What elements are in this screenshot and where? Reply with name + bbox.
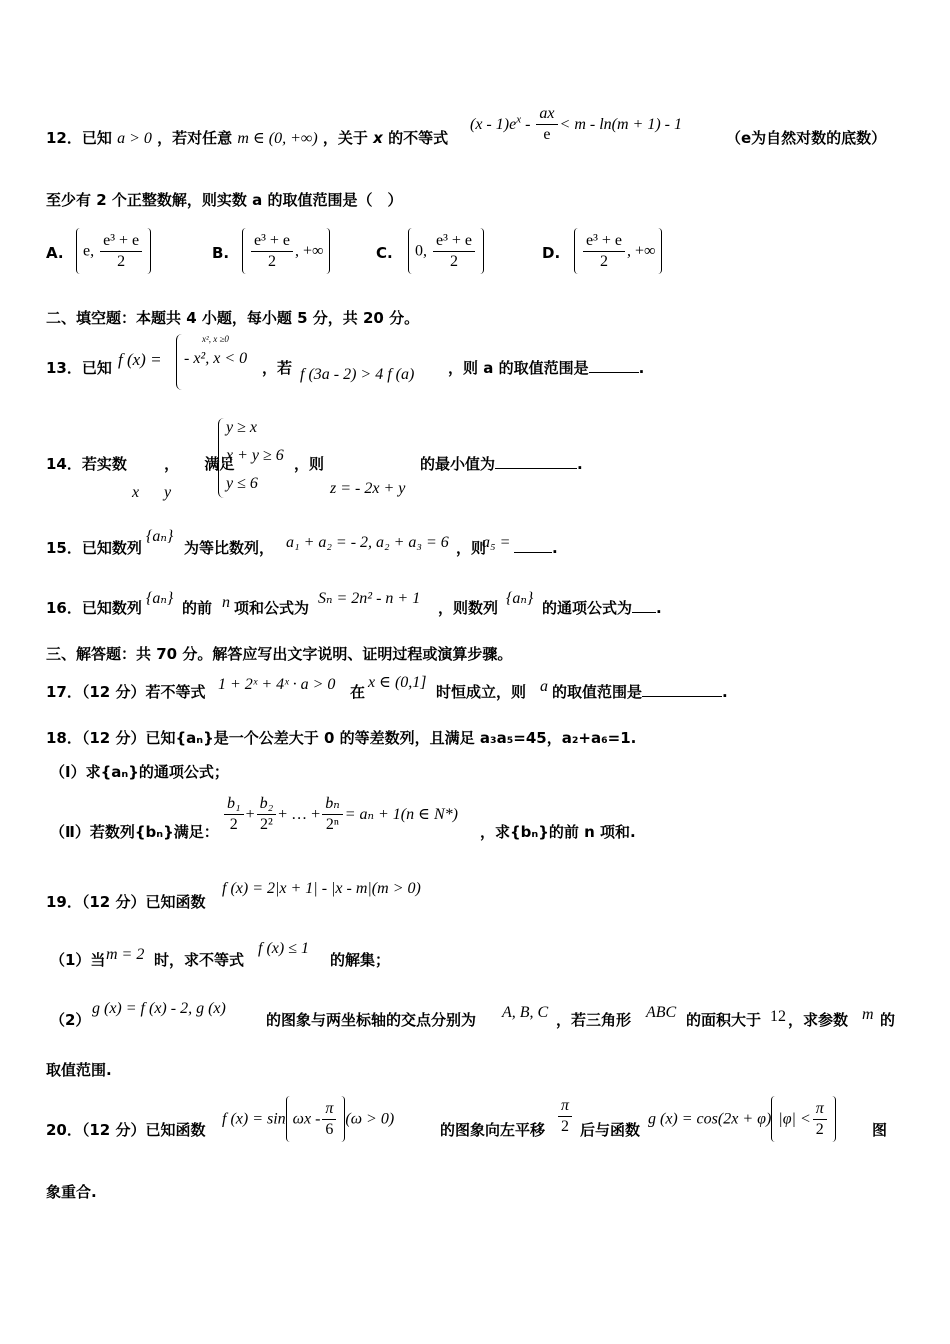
q19-p2-twelve: 12 [770,1008,786,1025]
option-c-interval [408,228,484,274]
q19-p2-text: ，求参数 [788,1011,849,1029]
q16-sequence-2: {aₙ} [506,590,534,607]
q19-p1-text: 时，求不等式 [154,951,245,969]
option-label: D. [542,244,561,262]
q20-f: f (x) = sin [222,1110,286,1128]
option-left: 0, [415,242,431,260]
option-a-interval [76,228,151,274]
q15-condition: a₁ + a₂ = - 2, a₂ + a₃ = 6 [286,534,449,551]
q19-p2-lead: （2） [50,1011,91,1029]
q15-number: 15．已知数列 [46,539,142,557]
q16-var-n: n [222,594,230,611]
q20-text: 的图象向左平移 [440,1121,546,1139]
q17-end: . [722,683,728,701]
option-den: 2 [117,252,126,270]
q20-g [648,1096,836,1142]
q18-frac-num: bₙ [322,794,342,815]
q16-number: 16．已知数列 [46,599,142,617]
option-right: , +∞ [295,242,324,260]
section-2-heading: 二、填空题：本题共 4 小题，每小题 5 分，共 20 分。 [46,309,420,327]
q13-text: ，若 [262,359,293,377]
q12-note: （e为自然对数的底数） [726,129,887,147]
q20-line2: 象重合. [46,1183,97,1201]
q12-number: 12．已知 [46,129,112,147]
q19-number: 19．（12 分）已知函数 [46,893,206,911]
q16-formula: Sₙ = 2n² - n + 1 [318,590,421,607]
q18-equation: $\frac{\text{b₁}}{2}$ + $\frac{\text{b₂}}{\text{2²}}$ + … + $\frac{\text{bₙ}}{\text{2ⁿ}}$ = aₙ + 1(n ∈ N*) [222,794,458,835]
q19-p1-m: m = 2 [106,946,145,963]
q20-text: 后与函数 [580,1121,641,1139]
q13-piece-top: x², x ≥0 [202,334,229,344]
q14-var-x: x [132,484,140,501]
option-num: e³ + e [251,231,293,252]
q17-domain: x ∈ (0,1] [368,674,427,691]
q20-two: 2 [561,1118,569,1135]
option-c[interactable] [376,244,393,262]
q20-shift [556,1096,574,1137]
q16-answer-blank[interactable] [632,612,656,613]
q18-frac-den: 2² [259,816,273,833]
q14-text: ， [164,455,180,473]
q13-piece-main: - x², x < 0 [184,350,248,367]
q19-p1-ineq: f (x) ≤ 1 [258,940,309,957]
q15-end: . [552,539,558,557]
q19-p2-g: g (x) = f (x) - 2, g (x) [92,1000,226,1017]
q12-line1 [46,128,448,149]
q19-p2-m: m [862,1006,874,1023]
q14-var-y: y [164,484,172,501]
q18-line1: 18．（12 分）已知{aₙ}是一个公差大于 0 的等差数列，且满足 a₃a₅=45，a₂+a₆=1. [46,729,637,747]
q20-text: 图 [872,1121,888,1139]
q17-tail [552,682,728,702]
q18-frac-num: b₁ [224,794,244,815]
q14-objective: z = - 2x + y [330,480,406,497]
option-d-interval [574,228,662,274]
q19-p2-line2: 取值范围. [46,1061,112,1079]
q17-text: 的取值范围是 [552,683,643,701]
q18-frac-num: b₂ [257,794,277,815]
q20-number: 20．（12 分）已知函数 [46,1121,206,1139]
q20-six: 6 [325,1120,334,1138]
q12-frac-num: ax [536,104,557,125]
option-den: 2 [450,252,459,270]
q14-brace [218,418,225,498]
q14-sys-row: x + y ≥ 6 [226,447,284,464]
q19-p2-text: 的 [880,1011,896,1029]
q14-sys-row: y ≤ 6 [226,475,258,492]
q12-fraction [536,104,557,145]
q13-condition: f (3a - 2) > 4 f (a) [300,366,415,383]
q16-text: 的前 [182,599,213,617]
q19-p1-lead: （1）当 [50,951,106,969]
option-den: 2 [600,252,609,270]
q19-function: f (x) = 2|x + 1| - |x - m|(m > 0) [222,880,421,897]
q13-tail [448,358,644,378]
q14-text: ，则 [294,455,325,473]
q12-options [46,228,906,278]
q12-ineq-part: - [521,116,535,133]
q18-part1: （I）求{aₙ}的通项公式； [50,763,229,781]
q20-pi: π [322,1099,336,1120]
q19-p2-triangle: ABC [646,1004,677,1021]
option-den: 2 [268,252,277,270]
q15-answer-blank[interactable] [514,552,552,553]
q18-tail: = aₙ + 1(n ∈ N*) [344,806,458,823]
q14-tail [420,454,583,474]
q17-text: 时恒成立，则 [436,683,527,701]
q15-ask: a₅ = [482,534,511,551]
q18-part2-lead: （Ⅱ）若数列{bₙ}满足： [50,823,219,841]
q18-frac-den: 2ⁿ [325,816,339,833]
q20-function [222,1096,394,1142]
q14-end: . [577,455,583,473]
option-label: C. [376,244,393,262]
q15-text: ，则 [456,539,487,557]
q16-text: 项和公式为 [234,599,310,617]
q12-condition-m: m ∈ (0, +∞) [237,130,318,147]
option-num: e³ + e [100,231,142,252]
q12-text: ，关于 [322,129,368,147]
q16-text: 的通项公式为 [542,599,633,617]
q18-frac-den: 2 [229,816,238,833]
q20-pi: π [558,1096,572,1117]
q14-text: 的最小值为 [420,455,496,473]
q15-text: 为等比数列， [184,539,275,557]
q17-answer-blank[interactable] [642,696,722,697]
q15-tail [514,538,558,558]
q12-frac-den: e [543,126,551,143]
option-label: A. [46,244,64,262]
option-b[interactable] [212,244,229,262]
q19-p2-text: 的图象与两坐标轴的交点分别为 [266,1011,477,1029]
q20-cond: (ω > 0) [345,1110,395,1128]
option-a[interactable] [46,244,64,262]
q12-text: 的不等式 [388,129,449,147]
q17-text: 在 [350,683,366,701]
q12-line2: 至少有 2 个正整数解，则实数 a 的取值范围是（ ） [46,191,403,209]
q18-dots: + … + [278,806,321,823]
option-right: , +∞ [627,242,656,260]
q17-var-a: a [540,678,548,695]
q17-number: 17．（12 分）若不等式 [46,683,206,701]
q16-sequence: {aₙ} [146,590,174,607]
q20-two: 2 [815,1120,824,1138]
q19-p2-points: A, B, C [502,1004,549,1021]
q14-number: 14．若实数 [46,455,127,473]
q12-ineq-part: < m - ln(m + 1) - 1 [559,116,682,133]
option-b-interval [242,228,330,274]
q20-g-expr: g (x) = cos(2x + φ) [648,1110,772,1128]
q12-condition-a: a > 0 [117,130,152,147]
q13-number: 13．已知 [46,359,112,377]
q12-ineq-part: (x - 1)e [470,116,517,133]
q12-inequality [470,104,682,145]
q12-text: ，若对任意 [157,129,233,147]
q20-g-cond: |φ| < [778,1110,811,1128]
option-d[interactable] [542,244,560,262]
q13-answer-blank[interactable] [589,372,639,373]
q19-p1-end: 的解集； [330,951,391,969]
q13-text: ，则 a 的取值范围是 [448,359,589,377]
q14-text: 满足 [204,455,235,473]
q13-function: f (x) = [118,350,162,369]
q14-line [46,454,234,474]
q14-answer-blank[interactable] [495,468,577,469]
q16-text: ，则数列 [438,599,499,617]
q16-tail [542,598,662,618]
q20-arg: ωx - [292,1110,321,1128]
q12-ineq-sup: x [516,113,522,126]
q19-p2-text: ，若三角形 [556,1011,632,1029]
q19-p2-text: 的面积大于 [686,1011,762,1029]
q17-inequality: 1 + 2ˣ + 4ˣ · a > 0 [218,676,336,693]
section-3-heading: 三、解答题：共 70 分。解答应写出文字说明、证明过程或演算步骤。 [46,645,513,663]
q16-end: . [656,599,662,617]
q18-part2-end: ，求{bₙ}的前 n 项和. [480,823,636,841]
q20-pi: π [813,1099,827,1120]
option-left: e, [83,242,99,260]
q14-sys-row: y ≥ x [226,419,257,436]
q15-sequence: {aₙ} [146,528,174,545]
option-num: e³ + e [433,231,475,252]
option-num: e³ + e [583,231,625,252]
q12-var-x: x [373,129,383,147]
option-label: B. [212,244,230,262]
q14-system [226,414,284,498]
q13-end: . [638,359,645,377]
